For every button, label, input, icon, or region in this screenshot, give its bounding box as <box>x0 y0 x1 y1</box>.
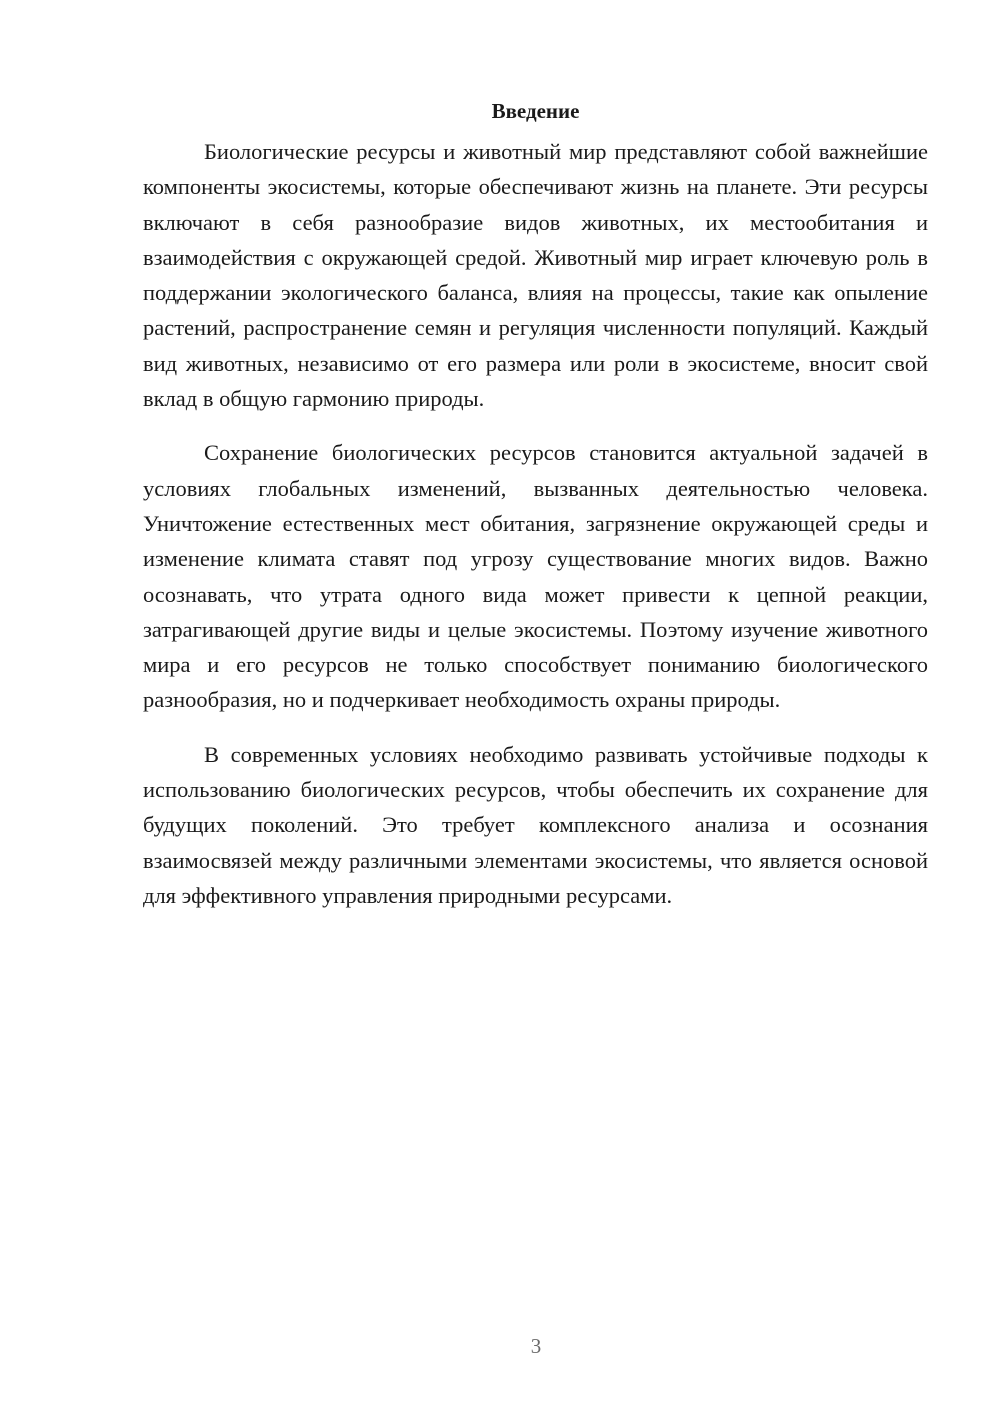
paragraph-3: В современных условиях необходимо развивать устойчивые подходы к использованию биологических ресурсов, чтобы обеспечить их сохранение для будущих поколений. Это требует комплексного анализа и осознания взаимосвязей между различными элементами экосистемы, что является основой для эффективного управления природными ресурсами. <box>143 741 928 908</box>
page-number: 3 <box>530 1334 542 1358</box>
paragraph-2: Сохранение биологических ресурсов становится актуальной задачей в условиях глобальных изменений, вызванных деятельностью человека. Уничтожение естественных мест обитания, загрязнение окружающей среды и изменение климата ставят под угрозу существование многих видов. Важно осознавать, что утрата одного вида может привести к цепной реакции, затрагивающей другие виды и целые экосистемы. Поэтому изучение животного мира и его ресурсов не только способствует пониманию биологического разнообразия, но и подчеркивает необходимость охраны природы. <box>143 440 928 713</box>
section-title: Введение <box>491 99 580 123</box>
document-body <box>143 98 928 932</box>
paragraph-1: Биологические ресурсы и животный мир представляют собой важнейшие компоненты экосистемы, которые обеспечивают жизнь на планете. Эти ресурсы включают в себя разнообразие видов животных, их местообитания и взаимодействия с окружающей средой. Животный мир играет ключевую роль в поддержании экологического баланса, влияя на процессы, такие как опыление растений, распространение семян и регуляция численности популяций. Каждый вид животных, независимо от его размера или роли в экосистеме, вносит свой вклад в общую гармонию природы. <box>143 139 928 412</box>
